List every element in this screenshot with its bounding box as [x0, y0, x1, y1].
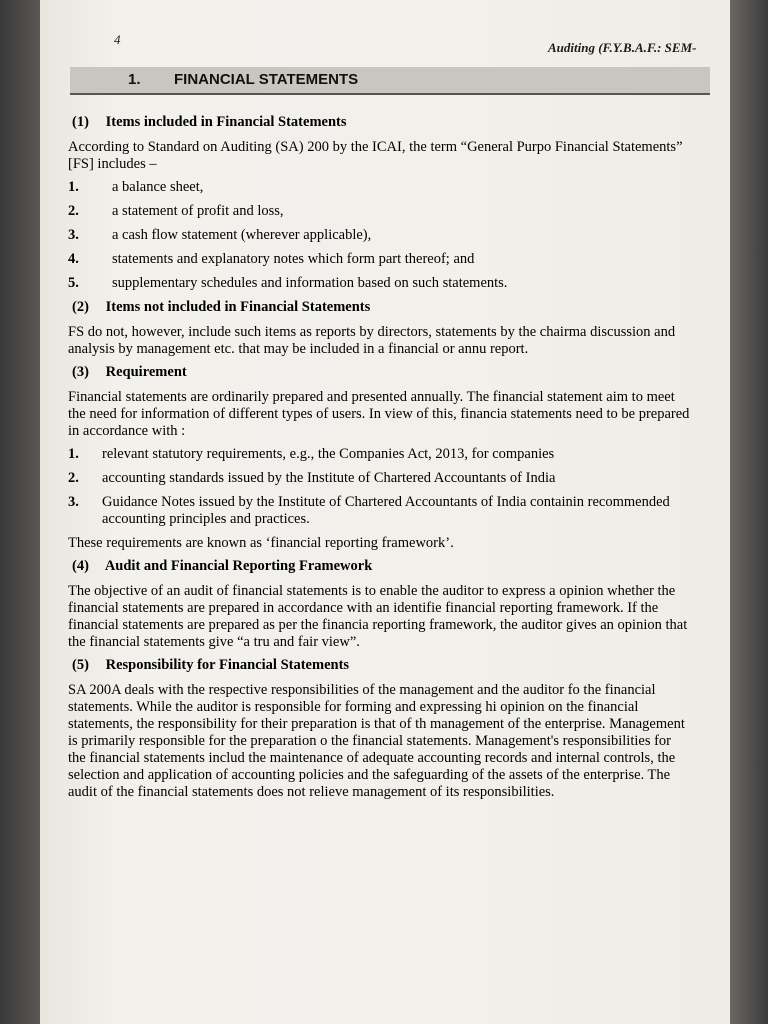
section-heading [72, 558, 690, 575]
list-item-number: 2. [68, 203, 79, 219]
section-number: (5) [72, 657, 89, 673]
section-number: (2) [72, 299, 89, 315]
list-item-number: 1. [68, 179, 79, 195]
list-item [68, 179, 690, 196]
list-item-number: 3. [68, 227, 79, 243]
list-item-number: 4. [68, 251, 79, 267]
chapter-heading-bar [70, 67, 710, 95]
list-item-text: Guidance Notes issued by the Institute of Chartered Accountants of India containin recommended accounting principles and practices. [102, 494, 670, 527]
chapter-number: 1. [128, 71, 141, 88]
section-body: The objective of an audit of financial statements is to enable the auditor to express a opinion whether the financial statements are prepared in accordance with an identifie financial reporting framework. If the financial statements are prepared as per the financia reporting framework, the auditor gives an opinion that the financial statements give “a tru and fair view”. [68, 583, 688, 650]
list-item [68, 251, 690, 268]
section-body: SA 200A deals with the respective responsibilities of the management and the auditor fo the financial statements. While the auditor is responsible for forming and expressing hi opinion on the financial statements, the responsibility for their preparation is that of th management of the enterprise. Management is primarily responsible for the preparation o the financial statements. Management's responsibilities for the financial statements includ the maintenance of adequate accounting records and internal controls, the selection and application of accounting policies and the safeguarding of the assets of the enterprise. The audit of the financial statements does not relieve management of its responsibilities. [68, 682, 685, 800]
section-title: Items included in Financial Statements [105, 114, 347, 130]
section-title: Audit and Financial Reporting Framework [104, 558, 373, 574]
section-heading [72, 114, 690, 131]
section-heading [72, 364, 690, 381]
section-heading [72, 299, 690, 316]
section-intro: Financial statements are ordinarily prepared and presented annually. The financial statement aim to meet the need for information of different types of users. In view of this, financia statements need to be prepared in accordance with : [68, 389, 690, 439]
list-item-text: statements and explanatory notes which form part thereof; and [112, 251, 475, 267]
section-title: Items not included in Financial Statements [105, 299, 371, 315]
list-item [68, 275, 690, 292]
page-edge-shadow [730, 0, 768, 1024]
chapter-title: FINANCIAL STATEMENTS [174, 71, 359, 88]
list-item-text: a statement of profit and loss, [112, 203, 284, 219]
section-body: FS do not, however, include such items as reports by directors, statements by the chairma discussion and analysis by management etc. that may be included in a financial or annu report. [68, 324, 676, 357]
list-item-number: 2. [68, 470, 79, 486]
book-gutter-shadow [0, 0, 40, 1024]
section-heading [72, 657, 690, 674]
list-item-number: 5. [68, 275, 79, 291]
section-number: (4) [72, 558, 89, 574]
list-item [68, 494, 690, 528]
section-number: (1) [72, 114, 89, 130]
page-body [62, 108, 690, 807]
requirements-list [62, 446, 690, 528]
included-items-list [62, 179, 690, 292]
list-item [68, 227, 690, 244]
list-item [68, 203, 690, 220]
list-item-text: supplementary schedules and information based on such statements. [112, 275, 508, 291]
section-title: Requirement [105, 364, 187, 380]
section-number: (3) [72, 364, 89, 380]
section-outro: These requirements are known as ‘financial reporting framework’. [68, 535, 454, 551]
section-title: Responsibility for Financial Statements [105, 657, 350, 673]
list-item-number: 3. [68, 494, 79, 510]
list-item-text: relevant statutory requirements, e.g., the Companies Act, 2013, for companies [102, 446, 555, 462]
page-number: 4 [114, 32, 121, 47]
list-item-text: a cash flow statement (wherever applicable), [112, 227, 372, 243]
running-head: Auditing (F.Y.B.A.F.: SEM- [548, 40, 697, 55]
list-item-number: 1. [68, 446, 79, 462]
list-item [68, 446, 690, 463]
section-intro: According to Standard on Auditing (SA) 200 by the ICAI, the term “General Purpo Financial Statements” [FS] includes – [68, 139, 683, 172]
list-item-text: accounting standards issued by the Institute of Chartered Accountants of India [102, 470, 556, 486]
list-item [68, 470, 690, 487]
list-item-text: a balance sheet, [112, 179, 204, 195]
